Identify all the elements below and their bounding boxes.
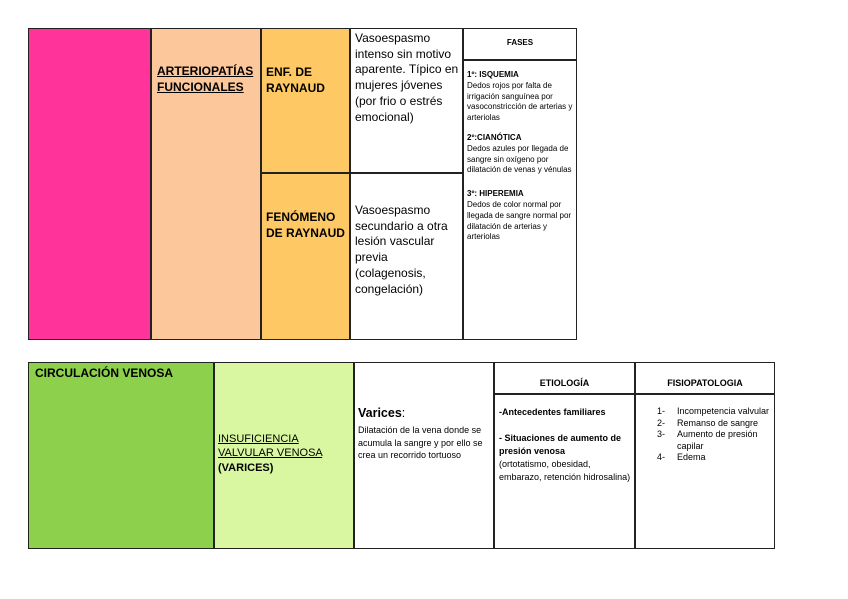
fenomeno-raynaud-label: FENÓMENO DE RAYNAUD	[266, 210, 345, 240]
enf-raynaud-description: Vasoespasmo intenso sin motivo aparente. Típico en mujeres jóvenes (por frio o estrés emocional)	[355, 31, 459, 124]
fenomeno-raynaud-cell	[261, 173, 350, 340]
etiologia-list	[499, 406, 633, 484]
item-text: Remanso de sangre	[677, 417, 759, 428]
fase-title: 2º:CIANÓTICA	[467, 132, 522, 142]
varices-title-text: Varices	[358, 406, 402, 420]
circulacion-venosa-cell	[28, 362, 214, 549]
item-text: Aumento de presión capilar	[677, 429, 758, 451]
fisiopatologia-item	[657, 406, 773, 418]
fase-text: Dedos rojos por falta de irrigación sanguínea por vasoconstricción de arterias y arteriolas	[467, 80, 573, 123]
insuficiencia-valvular-text: INSUFICIENCIA VALVULAR VENOSA	[218, 433, 323, 460]
fase-item	[467, 70, 575, 124]
fisiopatologia-item	[657, 418, 773, 430]
enf-raynaud-cell	[261, 28, 350, 173]
fisiopatologia-item	[657, 429, 773, 452]
item-number: 4-	[657, 452, 666, 462]
varices-description: Dilatación de la vena donde se acumula la sangre y por ello se crea un recorrido tortuoso	[358, 425, 483, 461]
arteriopatias-funcionales-label: ARTERIOPATÍAS FUNCIONALES	[157, 64, 254, 94]
insuficiencia-valvular-label	[218, 432, 352, 475]
item-text: Incompetencia valvular	[677, 406, 770, 416]
fase-item	[467, 133, 575, 176]
fisiopatologia-list	[657, 406, 773, 464]
etiologia-item-title: - Situaciones de aumento de presión venosa	[499, 433, 622, 456]
item-number: 3-	[657, 429, 666, 439]
fases-header: FASES	[506, 38, 534, 47]
fase-item	[467, 189, 575, 243]
circulacion-venosa-title: CIRCULACIÓN VENOSA	[35, 366, 174, 380]
etiologia-item-text: (ortotatismo, obesidad, embarazo, retención hidrosalina)	[499, 459, 631, 482]
fases-list	[467, 70, 575, 252]
item-text: Edema	[677, 452, 706, 462]
varices-colon: :	[401, 406, 406, 420]
fase-title: 3º: HIPEREMIA	[467, 189, 524, 199]
varices-note: (VARICES)	[218, 461, 274, 474]
fenomeno-raynaud-description: Vasoespasmo secundario a otra lesión vascular previa (colagenosis, congelación)	[355, 203, 448, 296]
fase-text: Dedos azules por llegada de sangre sin oxígeno por dilatación de venas y vénulas	[467, 143, 572, 175]
fase-text: Dedos de color normal por llegada de sangre normal por dilatación de arterias y arteriolas	[467, 199, 572, 242]
etiologia-item: -Antecedentes familiares	[499, 407, 606, 417]
enf-raynaud-label: ENF. DE RAYNAUD	[266, 65, 325, 95]
etiologia-header: ETIOLOGÍA	[539, 378, 590, 388]
item-number: 2-	[657, 417, 666, 428]
pink-category-cell	[28, 28, 151, 340]
fase-title: 1º: ISQUEMIA	[467, 70, 519, 79]
varices-title	[358, 406, 405, 420]
item-number: 1-	[657, 406, 666, 416]
fisiopatologia-header: FISIOPATOLOGIA	[667, 378, 743, 388]
fisiopatologia-item	[657, 452, 773, 464]
